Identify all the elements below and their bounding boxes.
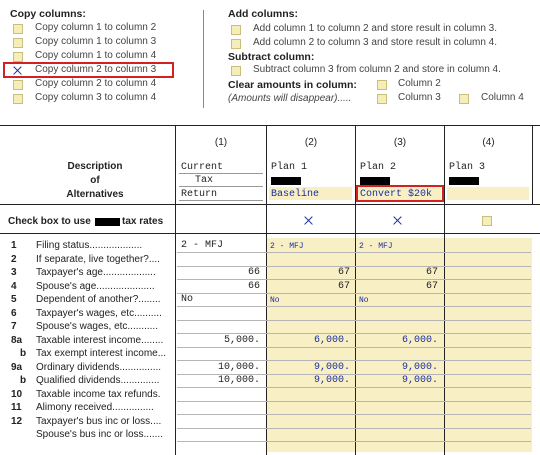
row-label: Taxpayer's age................... xyxy=(36,267,156,278)
row-number: 1 xyxy=(11,240,17,251)
col3-cell[interactable]: 9,000. xyxy=(401,362,438,373)
row-divider xyxy=(177,414,531,415)
row-number: 5 xyxy=(11,294,17,305)
copy-option-label: Copy column 2 to column 4 xyxy=(35,78,157,89)
row-number: 9a xyxy=(11,362,23,373)
col3-cell[interactable]: 67 xyxy=(425,267,438,278)
col2-cell[interactable]: 67 xyxy=(337,281,350,292)
col2-cell[interactable]: 9,000. xyxy=(313,362,350,373)
copy-option-checkbox[interactable] xyxy=(13,24,23,34)
col4-plan-title: Plan 3 xyxy=(449,162,486,173)
subtract-column-header: Subtract column: xyxy=(228,51,315,63)
row-divider xyxy=(177,401,531,402)
panel-divider xyxy=(203,10,204,108)
col1-cell[interactable]: No xyxy=(181,294,194,305)
row-label: Ordinary dividends............... xyxy=(36,362,162,373)
row-number: 4 xyxy=(11,281,17,292)
col2-cell[interactable]: 9,000. xyxy=(313,375,350,386)
col1-cell[interactable]: 66 xyxy=(247,281,260,292)
row-label: Tax exempt interest income... xyxy=(36,348,167,359)
clear-col2-label: Column 2 xyxy=(398,78,441,89)
row-label: Taxable interest income........ xyxy=(36,335,164,346)
col1-number: (1) xyxy=(214,137,228,148)
table-right-border xyxy=(532,125,533,205)
row-label: Spouse's age..................... xyxy=(36,281,155,292)
col2-cell[interactable]: 2 - MFJ xyxy=(270,242,304,251)
row-number: b xyxy=(20,375,27,386)
subtract-checkbox[interactable] xyxy=(231,66,241,76)
add-col2-col3-checkbox[interactable] xyxy=(231,39,241,49)
header-bottom-rule xyxy=(0,204,540,205)
col2-plan-title: Plan 1 xyxy=(271,162,308,173)
checkbox-row-redacted xyxy=(95,218,120,226)
col1-header-tax: Tax xyxy=(195,175,214,186)
col1-cell[interactable]: 10,000. xyxy=(217,362,260,373)
row-number: 7 xyxy=(11,321,17,332)
copy-option-checkbox[interactable] xyxy=(13,94,23,104)
row-label: Filing status................... xyxy=(36,240,143,251)
copy-option-label: Copy column 1 to column 3 xyxy=(35,36,157,47)
clear-col4-label: Column 4 xyxy=(481,92,524,103)
row-label: Spouse's wages, etc........... xyxy=(36,321,158,332)
row-divider xyxy=(177,387,531,388)
col3-cell[interactable]: 6,000. xyxy=(401,335,438,346)
col2-redacted-text xyxy=(271,177,301,185)
row-divider xyxy=(177,306,531,307)
row-label: Taxpayer's wages, etc.......... xyxy=(36,308,162,319)
col3-number: (3) xyxy=(393,137,407,148)
col3-name-highlight xyxy=(356,185,444,202)
row-divider xyxy=(177,279,531,280)
add-columns-header: Add columns: xyxy=(228,8,298,20)
table-top-rule xyxy=(0,125,540,126)
row-number: 10 xyxy=(11,389,23,400)
row-number: 12 xyxy=(11,416,23,427)
row-number: 3 xyxy=(11,267,17,278)
col1-cell[interactable]: 2 - MFJ xyxy=(181,240,224,251)
col4-tax-rate-checkbox[interactable] xyxy=(482,216,492,226)
clear-col2-checkbox[interactable] xyxy=(377,80,387,90)
row-label: Dependent of another?........ xyxy=(36,294,161,305)
clear-col3-checkbox[interactable] xyxy=(377,94,387,104)
description-line-2: of xyxy=(90,175,100,186)
col2-cell[interactable]: No xyxy=(270,296,280,305)
col3-name-value: Convert $20k xyxy=(360,189,433,200)
col1-header-rule-2 xyxy=(179,186,263,187)
subtract-label: Subtract column 3 from column 2 and store in column 4. xyxy=(253,64,501,75)
clear-amounts-note: (Amounts will disappear)..... xyxy=(228,93,352,104)
col2-tax-rate-checkbox[interactable] xyxy=(304,216,315,227)
clear-col4-checkbox[interactable] xyxy=(459,94,469,104)
col3-plan-title: Plan 2 xyxy=(360,162,397,173)
col1-cell[interactable]: 10,000. xyxy=(217,375,260,386)
col4-rows-field[interactable] xyxy=(445,238,532,452)
row-label: Spouse's bus inc or loss....... xyxy=(36,429,163,440)
clear-amounts-header: Clear amounts in column: xyxy=(228,79,357,91)
row-divider xyxy=(177,320,531,321)
row-label: Alimony received............... xyxy=(36,402,154,413)
description-line-1: Description xyxy=(67,161,123,172)
copy-option-checkbox[interactable] xyxy=(13,38,23,48)
checkbox-row-label-end: tax rates xyxy=(122,216,164,227)
row-divider xyxy=(177,441,531,442)
copy-option-label: Copy column 3 to column 4 xyxy=(35,92,157,103)
row-label: Taxable income tax refunds. xyxy=(36,389,161,400)
row-number: 8a xyxy=(11,335,23,346)
row-divider xyxy=(177,360,531,361)
description-line-3: Alternatives xyxy=(66,189,124,200)
row-divider xyxy=(177,293,531,294)
copy-option-checkbox[interactable] xyxy=(13,52,23,62)
copy-option-label: Copy column 1 to column 2 xyxy=(35,22,157,33)
copy-option-highlight xyxy=(3,62,174,78)
col2-name-value: Baseline xyxy=(271,189,320,200)
col3-redacted-text xyxy=(360,177,390,185)
checkbox-row-label-start: Check box to use xyxy=(8,216,91,227)
row-number: b xyxy=(20,348,27,359)
col1-header-rule-3 xyxy=(179,200,263,201)
col3-cell[interactable]: 67 xyxy=(425,281,438,292)
col4-name-field[interactable] xyxy=(447,187,529,200)
col3-cell[interactable]: No xyxy=(359,296,369,305)
row-label: Taxpayer's bus inc or loss.... xyxy=(36,416,162,427)
col1-header-current: Current xyxy=(181,162,224,173)
col1-header-return: Return xyxy=(181,189,218,200)
col2-cell[interactable]: 67 xyxy=(337,267,350,278)
row-divider xyxy=(177,333,531,334)
col1-header-rule-1 xyxy=(179,173,263,174)
row-divider xyxy=(177,252,531,253)
add-col1-col2-label: Add column 1 to column 2 and store result in column 3. xyxy=(253,23,498,34)
col4-redacted-text xyxy=(449,177,479,185)
add-col1-col2-checkbox[interactable] xyxy=(231,25,241,35)
row-number: 11 xyxy=(11,402,22,413)
col4-number: (4) xyxy=(482,137,495,148)
row-label: Qualified dividends.............. xyxy=(36,375,160,386)
row-divider xyxy=(177,347,531,348)
row-number: 2 xyxy=(11,254,17,265)
col2-number: (2) xyxy=(304,137,318,148)
copy-option-label: Copy column 2 to column 3 xyxy=(35,64,157,75)
copy-option-checkbox[interactable] xyxy=(13,80,23,90)
row-number: 6 xyxy=(11,308,17,319)
col3-cell[interactable]: 2 - MFJ xyxy=(359,242,393,251)
col1-cell[interactable]: 5,000. xyxy=(223,335,260,346)
col3-cell[interactable]: 9,000. xyxy=(401,375,438,386)
row-label: If separate, live together?.... xyxy=(36,254,160,265)
add-col2-col3-label: Add column 2 to column 3 and store result in column 4. xyxy=(253,37,498,48)
col1-cell[interactable]: 66 xyxy=(247,267,260,278)
clear-col3-label: Column 3 xyxy=(398,92,441,103)
col2-cell[interactable]: 6,000. xyxy=(313,335,350,346)
col3-tax-rate-checkbox[interactable] xyxy=(393,216,404,227)
copy-columns-header: Copy columns: xyxy=(10,8,86,20)
checkbox-row-bottom-rule xyxy=(0,233,540,234)
copy-option-label: Copy column 1 to column 4 xyxy=(35,50,157,61)
row-divider xyxy=(177,428,531,429)
